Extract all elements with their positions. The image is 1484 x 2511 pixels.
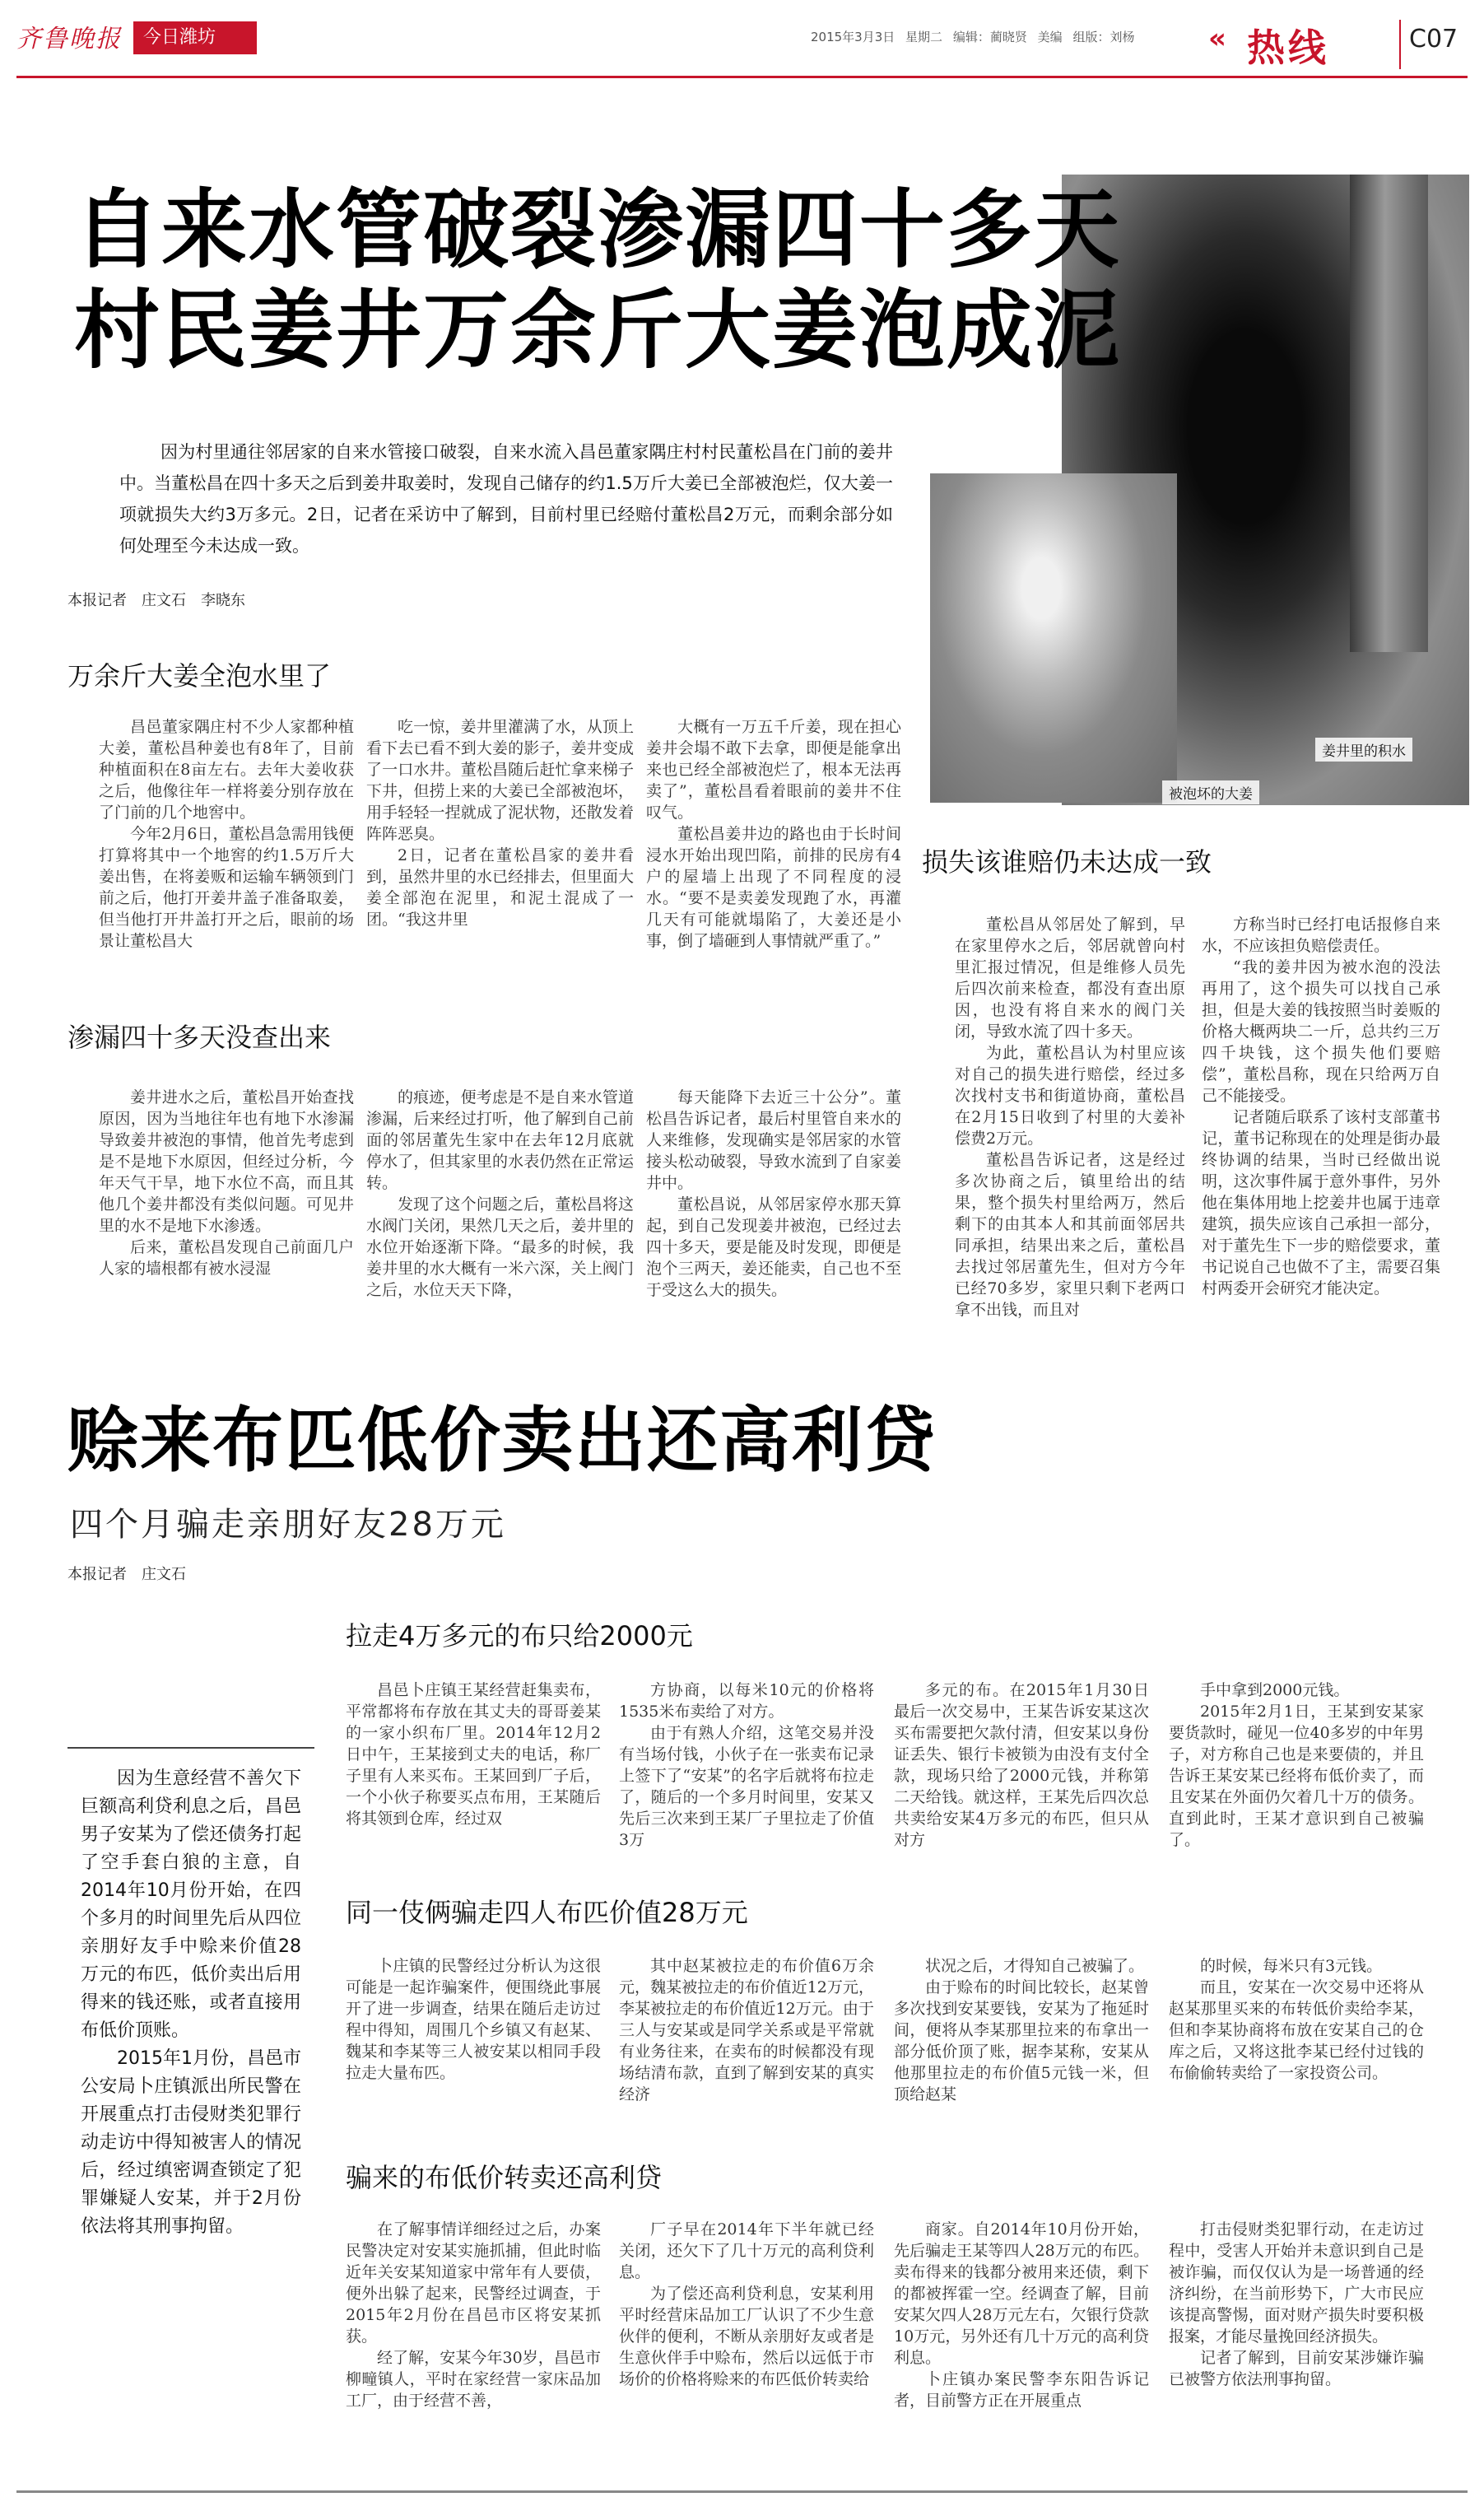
story1-headline [74,179,1358,380]
story1-subhead-3: 损失该谁赔仍未达成一致 [922,846,1212,878]
paragraph: “我的姜井因为被水泡的没法再用了，这个损失可以找自己承担，但是大姜的钱按照当时姜贩的价格大概两块二一斤，总共约三万四千块钱，这个损失他们要赔偿”，董松昌称，现在只给两万自己不能接受。 [1202,958,1440,1105]
paragraph: 而且，安某在一次交易中还将从赵某那里买来的布转低价卖给李某，但和李某协商将布放在安某自己的仓库之后，又将这批李某已经付过钱的布偷偷转卖给了一家投资公司。 [1169,1978,1424,2082]
paragraph: 发现了这个问题之后，董松昌将这水阀门关闭，果然几天之后，姜井里的水位开始逐渐下降。“最多的时候，我姜井里的水大概有一米六深，关上阀门之后，水位天天下降， [366,1195,634,1299]
paragraph: 2015年1月份，昌邑市公安局卜庄镇派出所民警在开展重点打击侵财类犯罪行动走访中得知被害人的情况后，经过缜密调查锁定了犯罪嫌疑人安某，并于2月份依法将其刑事拘留。 [81,2048,301,2237]
paragraph: 多元的布。在2015年1月30日最后一次交易中，王某告诉安某这次买布需要把欠款付清，但安某以身份证丢失、银行卡被锁为由没有支付全款，现场只给了2000元钱，并称第二天给钱。就这样，王某先后四次总共卖给安某4万多元的布匹，但只从对方 [894,1681,1149,1849]
story2-summary-box [67,1747,314,2274]
story2-s1-column-4 [1169,1679,1424,1852]
paragraph: 手中拿到2000元钱。 [1200,1681,1350,1699]
photo-water-pipe [1350,175,1428,652]
paragraph: 董松昌从邻居处了解到，早在家里停水之后，邻居就曾向村里汇报过情况，但是维修人员先后四次前来检查，都没有查出原因，也没有将自来水的阀门关闭，导致水流了四十多天。 [955,915,1185,1041]
story1-s2-column-3 [646,1087,901,1367]
story1-headline-line2: 村民姜井万余斤大姜泡成泥 [74,280,1122,380]
story2-byline: 本报记者 庄文石 [67,1566,186,1583]
paragraph: 由于赊布的时间比较长，赵某曾多次找到安某要钱，安某为了拖延时间，便将从李某那里拉来的布拿出一部分低价顶了账，据李某称，安某从他那里拉走的布价值5元钱一米，但顶给赵某 [894,1978,1149,2103]
paragraph: 的时候，每米只有3元钱。 [1200,1957,1383,1975]
story2-s2-column-4 [1169,1955,1424,2128]
story2-subhead-1: 拉走4万多元的布只给2000元 [346,1620,693,1651]
story1-lead: 因为村里通往邻居家的自来水管接口破裂，自来水流入昌邑董家隅庄村村民董松昌在门前的姜井中。当董松昌在四十多天之后到姜井取姜时，发现自己储存的约1.5万斤大姜已全部被泡烂，仅大姜一项就损失大约3万多元。2日，记者在采访中了解到，目前村里已经赔付董松昌2万元，而剩余部分如何处理至今未达成一致。 [119,442,893,556]
story2-subtitle: 四个月骗走亲朋好友28万元 [70,1506,506,1544]
paragraph: 董松昌姜井边的路也由于长时间浸水开始出现凹陷，前排的民房有4户的屋墙上出现了不同程度的浸水。“要不是卖姜发现跑了水，再灌几天有可能就塌陷了，大姜还是小事，倒了墙砸到人事情就严重了。” [646,825,901,950]
paragraph: 2日，记者在董松昌家的姜井看到，虽然井里的水已经排去，但里面大姜全部泡在泥里，和泥土混成了一团。“我这井里 [366,846,634,929]
section-tab: 今日潍坊 [133,21,257,54]
paragraph: 因为生意经营不善欠下巨额高利贷利息之后，昌邑男子安某为了偿还债务打起了空手套白狼的主意，自2014年10月份开始，在四个多月的时间里先后从四位亲朋好友手中赊来价值28万元的布匹，低价卖出后用得来的钱还账，或者直接用布低价顶账。 [81,1768,301,2041]
section-label: 热线 [1247,26,1329,70]
story2-s3-column-2 [619,2219,874,2474]
double-chevron-left-icon: « [1208,22,1226,55]
story1-s1-column-1 [99,716,354,988]
paragraph: 吃一惊，姜井里灌满了水，从顶上看下去已看不到大姜的影子，姜井变成了一口水井。董松昌随后赶忙拿来梯子下井，但捞上来的大姜已全部被泡坏，用手轻轻一捏就成了泥状物，还散发着阵阵恶臭。 [366,718,634,843]
paragraph: 2015年2月1日，王某到安某家要货款时，碰见一位40多岁的中年男子，对方称自己也是来要债的，并且告诉王某安某已经将布低价卖了，而且安某在外面仍欠着几十万的债务。直到此时，王某才意识到自己被骗了。 [1169,1703,1424,1849]
story2-s2-column-1 [346,1955,601,2128]
story1-s3-column-1 [955,914,1185,1367]
photo-caption-well: 姜井里的积水 [1315,738,1412,762]
masthead-logo: 齐鲁晚报 [16,25,122,54]
footer-rule [16,2490,1468,2493]
story1-s1-column-2 [366,716,634,988]
paragraph: 昌邑卜庄镇王某经营赶集卖布，平常都将布存放在其丈夫的哥哥姜某的一家小织布厂里。2014年12月2日中午，王某接到丈夫的电话，称厂子里有人来买布。王某回到厂子后，一个小伙子称要买点布用，王某随后将其领到仓库，经过双 [346,1681,601,1828]
story1-s3-column-2 [1202,914,1440,1367]
story2-s2-column-3 [894,1955,1149,2128]
story1-subhead-1: 万余斤大姜全泡水里了 [67,660,332,692]
story1-byline: 本报记者 庄文石 李晓东 [67,592,245,609]
story1-s2-column-1 [99,1087,354,1367]
issue-date: 2015年3月3日 [811,30,896,44]
story2-s1-column-1 [346,1679,601,1852]
paragraph: 打击侵财类犯罪行动，在走访过程中，受害人开始并未意识到自己是被诈骗，而仅仅认为是一场普通的经济纠纷，在当前形势下，广大市民应该提高警惕，面对财产损失时要积极报案，才能尽量挽回经济损失。 [1169,2220,1424,2346]
story1-s1-column-3 [646,716,901,988]
editor-credit: 编辑：蔺晓贤 [952,30,1027,44]
paragraph: 的痕迹，便考虑是不是自来水管道渗漏，后来经过打听，他了解到自己前面的邻居董先生家中在去年12月底就停水了，但其家里的水表仍然在正常运转。 [366,1088,634,1192]
photo-rotten-ginger [930,473,1177,803]
story1-subhead-2: 渗漏四十多天没查出来 [67,1022,332,1053]
header-meta [811,28,1134,45]
story2-s3-column-4 [1169,2219,1424,2474]
paragraph: 其中赵某被拉走的布价值6万余元，魏某被拉走的布价值近12万元，李某被拉走的布价值近12万元。由于三人与安某或是同学关系或是平常就有业务往来，在卖布的时候都没有现场结清布款，直到了解到安某的真实经济 [619,1957,874,2103]
story2-s3-column-1 [346,2219,601,2474]
story2-headline: 赊来布匹低价卖出还高利贷 [67,1400,937,1482]
story1-headline-line1: 自来水管破裂渗漏四十多天 [74,179,1122,280]
story2-s3-column-3 [894,2219,1149,2474]
paragraph: 卜庄镇的民警经过分析认为这很可能是一起诈骗案件，便围绕此事展开了进一步调查，结果在随后走访过程中得知，周围几个乡镇又有赵某、魏某和李某等三人被安某以相同手段拉走大量布匹。 [346,1957,601,2082]
header-rule [16,76,1468,78]
paragraph: 商家。自2014年10月份开始，先后骗走王某等四人28万元的布匹。卖布得来的钱都分被用来还债，剩下的都被挥霍一空。经调查了解，目前安某欠四人28万元左右，欠银行贷款10万元，另外还有几十万元的高利贷利息。 [894,2220,1149,2367]
paragraph: 为此，董松昌认为村里应该对自己的损失进行赔偿，经过多次找村支书和街道协商，董松昌在2月15日收到了村里的大姜补偿费2万元。 [955,1044,1185,1148]
paragraph: 昌邑董家隅庄村不少人家都种植大姜，董松昌种姜也有8年了，目前种植面积在8亩左右。去年大姜收获之后，他像往年一样将姜分别存放在了门前的几个地窖中。 [99,718,354,822]
paragraph: 姜井进水之后，董松昌开始查找原因，因为当地往年也有地下水渗漏导致姜井被泡的事情，他首先考虑到是不是地下水原因，但经过分析，今年天气干旱，地下水位不高，而且其他几个姜井都没有类似问题。可见井里的水不是地下水渗透。 [99,1088,354,1235]
paragraph: 董松昌告诉记者，这是经过多次协商之后，镇里给出的结果，整个损失村里给两万，然后剩下的由其本人和其前面邻居共同承担，结果出来之后，董松昌去找过邻居董先生，但对方今年已经70多岁，家里只剩下老两口拿不出钱，而且对 [955,1151,1185,1319]
paragraph: 董松昌说，从邻居家停水那天算起，到自己发现姜井被泡，已经过去四十多天，要是能及时发现，即便是泡个三两天，姜还能卖，自己也不至于受这么大的损失。 [646,1195,901,1299]
story2-s2-column-2 [619,1955,874,2128]
paragraph: 记者了解到，目前安某涉嫌诈骗已被警方依法刑事拘留。 [1169,2349,1424,2388]
layout-editor-credit: 组版：刘杨 [1072,30,1135,44]
paragraph: 方协商，以每米10元的价格将1535米布卖给了对方。 [619,1681,874,1721]
story1-s2-column-2 [366,1087,634,1367]
paragraph: 由于有熟人介绍，这笔交易并没有当场付钱，小伙子在一张卖布记录上签下了“安某”的名字后就将布拉走了，随后的一个多月时间里，安某又先后三次来到王某厂子里拉走了价值3万 [619,1724,874,1849]
paragraph: 今年2月6日，董松昌急需用钱便打算将其中一个地窖的约1.5万斤大姜出售，在将姜贩和运输车辆领到门前之后，他打开姜井盖子准备取姜，但当他打开井盖打开之后，眼前的场景让董松昌大 [99,825,354,950]
paragraph: 大概有一万五千斤姜，现在担心姜井会塌不敢下去拿，即便是能拿出来也已经全部被泡烂了，根本无法再卖了”，董松昌看着眼前的姜井不住叹气。 [646,718,901,822]
paragraph: 记者随后联系了该村支部董书记，董书记称现在的处理是街办最终协调的结果，当时已经做出说明，这次事件属于意外事件，另外他在集体用地上挖姜井也属于违章建筑，损失应该自己承担一部分，对于董先生下一步的赔偿要求，董书记说自己也做不了主，需要召集村两委开会研究才能决定。 [1202,1108,1440,1297]
story2-s1-column-3 [894,1679,1149,1852]
paragraph: 经了解，安某今年30岁，昌邑市柳疃镇人，平时在家经营一家床品加工厂，由于经营不善， [346,2349,601,2410]
paragraph: 卜庄镇办案民警李东阳告诉记者，目前警方正在开展重点 [894,2370,1149,2410]
paragraph: 后来，董松昌发现自己前面几户人家的墙根都有被水浸湿 [99,1238,354,1278]
story2-s1-column-2 [619,1679,874,1852]
story2-subhead-2: 同一伎俩骗走四人布匹价值28万元 [346,1897,748,1928]
paragraph: 方称当时已经打电话报修自来水，不应该担负赔偿责任。 [1202,915,1440,955]
page-number: C07 [1409,25,1458,54]
paragraph: 状况之后，才得知自己被骗了。 [925,1957,1145,1975]
photo-caption-ginger: 被泡坏的大姜 [1162,780,1259,804]
issue-weekday: 星期二 [905,30,943,44]
paragraph: 每天能降下去近三十公分”。董松昌告诉记者，最后村里管自来水的人来维修，发现确实是邻居家的水管接头松动破裂，导致水流到了自家姜井中。 [646,1088,901,1192]
story2-subhead-3: 骗来的布低价转卖还高利贷 [346,2162,663,2193]
paragraph: 为了偿还高利贷利息，安某利用平时经营床品加工厂认识了不少生意伙伴的便利，不断从亲朋好友或者是生意伙伴手中赊布，然后以远低于市场价的价格将赊来的布匹低价转卖给 [619,2285,874,2388]
paragraph: 厂子早在2014年下半年就已经关闭，还欠下了几十万元的高利贷利息。 [619,2220,874,2281]
header-divider [1399,20,1401,69]
art-editor-credit: 美编 [1037,30,1063,44]
paragraph: 在了解事情详细经过之后，办案民警决定对安某实施抓捕，但此时临近年关安某知道家中常年有人要债，便外出躲了起来，民警经过调查，于2015年2月份在昌邑市区将安某抓获。 [346,2220,601,2346]
